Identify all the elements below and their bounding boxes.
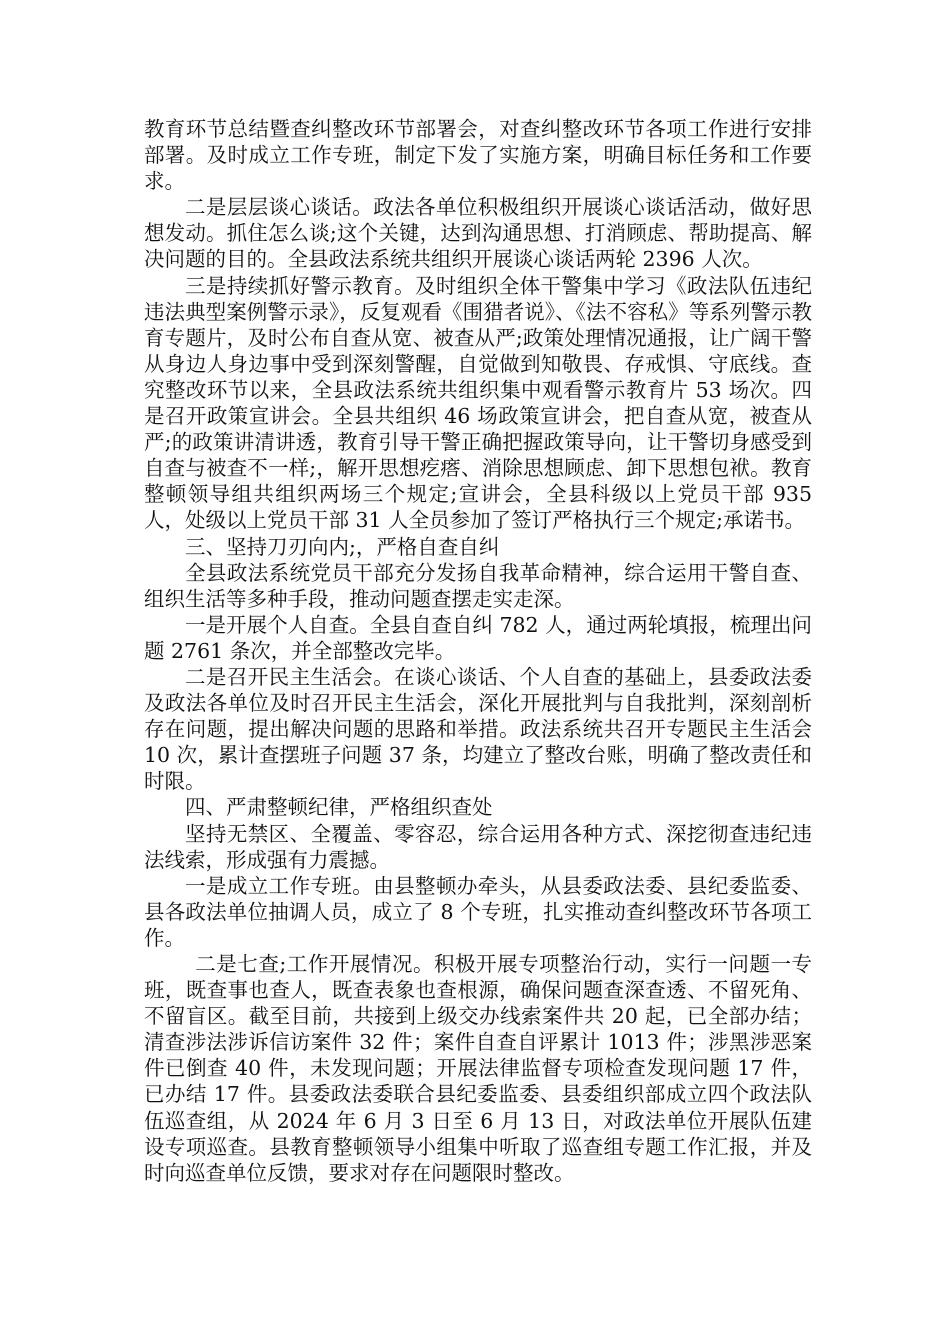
paragraph-personal-self-check: 一是开展个人自查。全县自查自纠 782 人，通过两轮填报，梳理出问题 2761 条次，并全部整改完毕。 [144, 612, 812, 663]
paragraph-warning-education: 三是持续抓好警示教育。及时组织全体干警集中学习《政法队伍违纪违法典型案例警示录》，反复观看《围猎者说》、《法不容私》等系列警示教育专题片，及时公布自查从宽、被查从严;政策处理情况通报，让广阔干警从身边人身边事中受到深刻警醒，自觉做到知敬畏、存戒惧、守底线。查究整改环节以来，全县政法系统共组织集中观看警示教育片 53 场次。四是召开政策宣讲会。全县共组织 46 场政策宣讲会，把自查从宽，被查从严;的政策讲清讲透，教育引导干警正确把握政策导向，让干警切身感受到自查与被查不一样;，解开思想疙瘩、消除思想顾虑、卸下思想包袱。教育整顿领导组共组织两场三个规定;宣讲会，全县科级以上党员干部 935 人，处级以上党员干部 31 人全员参加了签订严格执行三个规定;承诺书。 [144, 273, 812, 533]
paragraph-zero-tolerance: 坚持无禁区、全覆盖、零容忍，综合运用各种方式、深挖彻查违纪违法线索，形成强有力震撼。 [144, 821, 812, 872]
paragraph-task-force: 一是成立工作专班。由县整顿办牵头，从县委政法委、县纪委监委、县各政法单位抽调人员，成立了 8 个专班，扎实推动查纠整改环节各项工作。 [144, 873, 812, 950]
section-heading-4: 四、严肃整顿纪律，严格组织查处 [185, 795, 493, 820]
paragraph-democratic-life-meeting: 二是召开民主生活会。在谈心谈话、个人自查的基础上，县委政法委及政法各单位及时召开民主生活会，深化开展批判与自我批判，深刻剖析存在问题，提出解决问题的思路和举措。政法系统共召开专题民主生活会 10 次，累计查摆班子问题 37 条，均建立了整改台账，明确了整改责任和时限。 [144, 664, 812, 794]
paragraph-self-revolution: 全县政法系统党员干部充分发扬自我革命精神，综合运用干警自查、组织生活等多种手段，推动问题查摆走实走深。 [144, 560, 812, 611]
document-body [144, 116, 812, 1186]
paragraph-heart-to-heart-talks: 二是层层谈心谈话。政法各单位积极组织开展谈心谈话活动，做好思想发动。抓住怎么谈;这个关键，达到沟通思想、打消顾虑、帮助提高、解决问题的目的。全县政法系统共组织开展谈心谈话两轮 2396 人次。 [144, 195, 812, 272]
paragraph-continuation: 教育环节总结暨查纠整改环节部署会，对查纠整改环节各项工作进行安排部署。及时成立工作专班，制定下发了实施方案，明确目标任务和工作要求。 [144, 117, 812, 194]
section-heading-3: 三、坚持刀刃向内;，严格自查自纠 [185, 534, 500, 559]
paragraph-seven-checks: 二是七查;工作开展情况。积极开展专项整治行动，实行一问题一专班，既查事也查人，既查表象也查根源，确保问题查深查透、不留死角、不留盲区。截至目前，共接到上级交办线索案件共 20 起，已全部办结；清查涉法涉诉信访案件 32 件；案件自查自评累计 1013 件；涉黑涉恶案件已倒查 40 件，未发现问题；开展法律监督专项检查发现问题 17 件，已办结 17 件。县委政法委联合县纪委监委、县委组织部成立四个政法队伍巡查组，从 2024 年 6 月 3 日至 6 月 13 日，对政法单位开展队伍建设专项巡查。县教育整顿领导小组集中听取了巡查组专题工作汇报，并及时向巡查单位反馈，要求对存在问题限时整改。 [144, 952, 812, 1185]
